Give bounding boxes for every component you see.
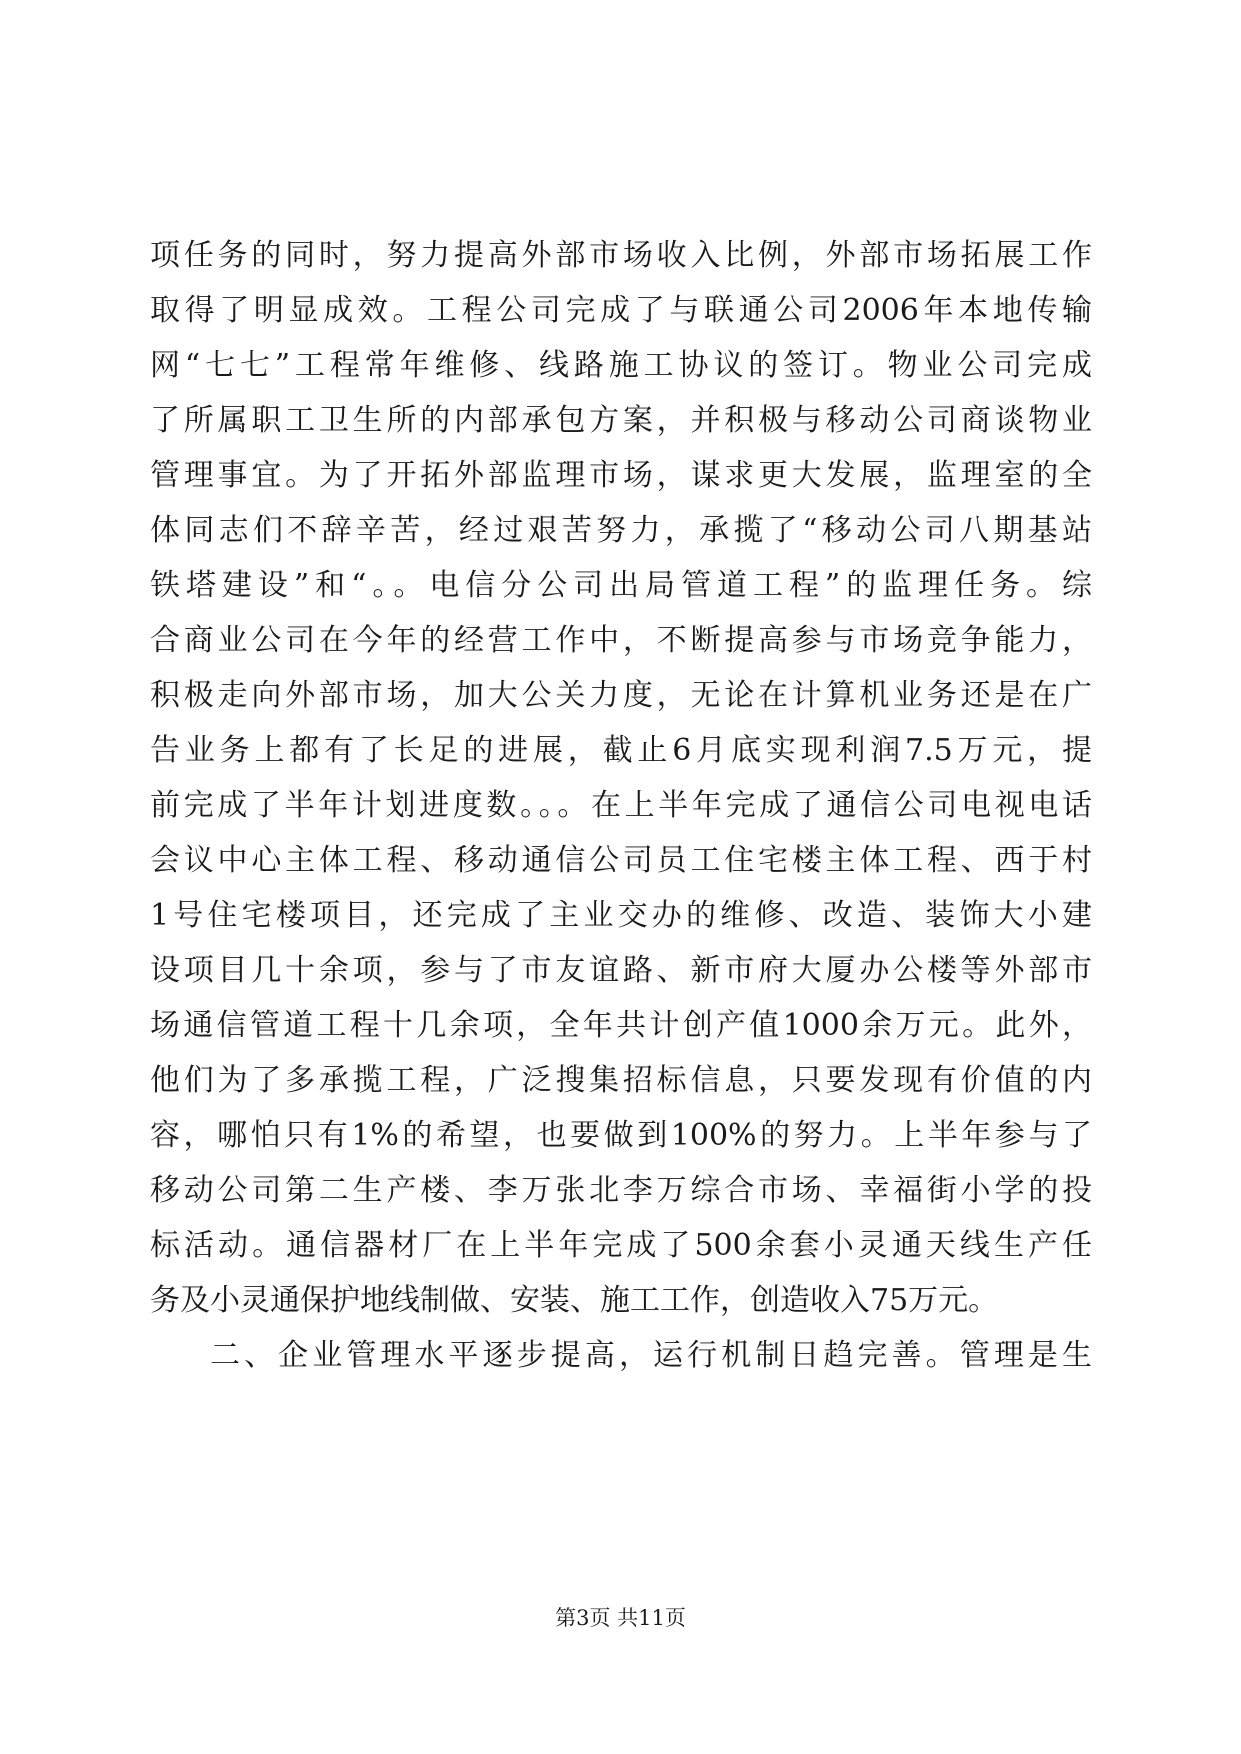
paragraph [150,1328,1092,1383]
text-line: 务及小灵通保护地线制做、安装、施工工作，创造收入75万元。 [150,1283,999,1318]
text-line: 体同志们不辞辛苦，经过艰苦努力，承揽了“移动公司八期基站 [150,513,1092,548]
text-line: 场通信管道工程十几余项，全年共计创产值1000余万元。此外， [150,1008,1092,1043]
body-text [150,228,1092,1383]
text-line: 容，哪怕只有1%的希望，也要做到100%的努力。上半年参与了 [150,1118,1092,1153]
text-line: 告业务上都有了长足的进展，截止6月底实现利润7.5万元，提 [150,733,1092,768]
paragraph [150,228,1092,1328]
text-line: 项任务的同时，努力提高外部市场收入比例，外部市场拓展工作 [150,238,1092,273]
page-number-footer: 第3页 共11页 [555,1606,686,1630]
text-line: 标活动。通信器材厂在上半年完成了500余套小灵通天线生产任 [150,1228,1092,1263]
text-line: 管理事宜。为了开拓外部监理市场，谋求更大发展，监理室的全 [150,458,1092,493]
text-line: 1号住宅楼项目，还完成了主业交办的维修、改造、装饰大小建 [150,898,1092,933]
text-line: 前完成了半年计划进度数。。。在上半年完成了通信公司电视电话 [150,788,1092,823]
text-line: 设项目几十余项，参与了市友谊路、新市府大厦办公楼等外部市 [150,953,1092,988]
text-line: 会议中心主体工程、移动通信公司员工住宅楼主体工程、西于村 [150,843,1092,878]
text-line: 他们为了多承揽工程，广泛搜集招标信息，只要发现有价值的内 [150,1063,1092,1098]
text-line: 合商业公司在今年的经营工作中，不断提高参与市场竞争能力， [150,623,1092,658]
text-line: 取得了明显成效。工程公司完成了与联通公司2006年本地传输 [150,293,1092,328]
text-line: 了所属职工卫生所的内部承包方案，并积极与移动公司商谈物业 [150,403,1092,438]
text-line: 二、企业管理水平逐步提高，运行机制日趋完善。管理是生 [210,1338,1092,1373]
text-line: 积极走向外部市场，加大公关力度，无论在计算机业务还是在广 [150,678,1092,713]
text-line: 移动公司第二生产楼、李万张北李万综合市场、幸福街小学的投 [150,1173,1092,1208]
text-line: 铁塔建设”和“。。电信分公司出局管道工程”的监理任务。综 [150,568,1092,603]
text-line: 网“七七”工程常年维修、线路施工协议的签订。物业公司完成 [150,348,1092,383]
